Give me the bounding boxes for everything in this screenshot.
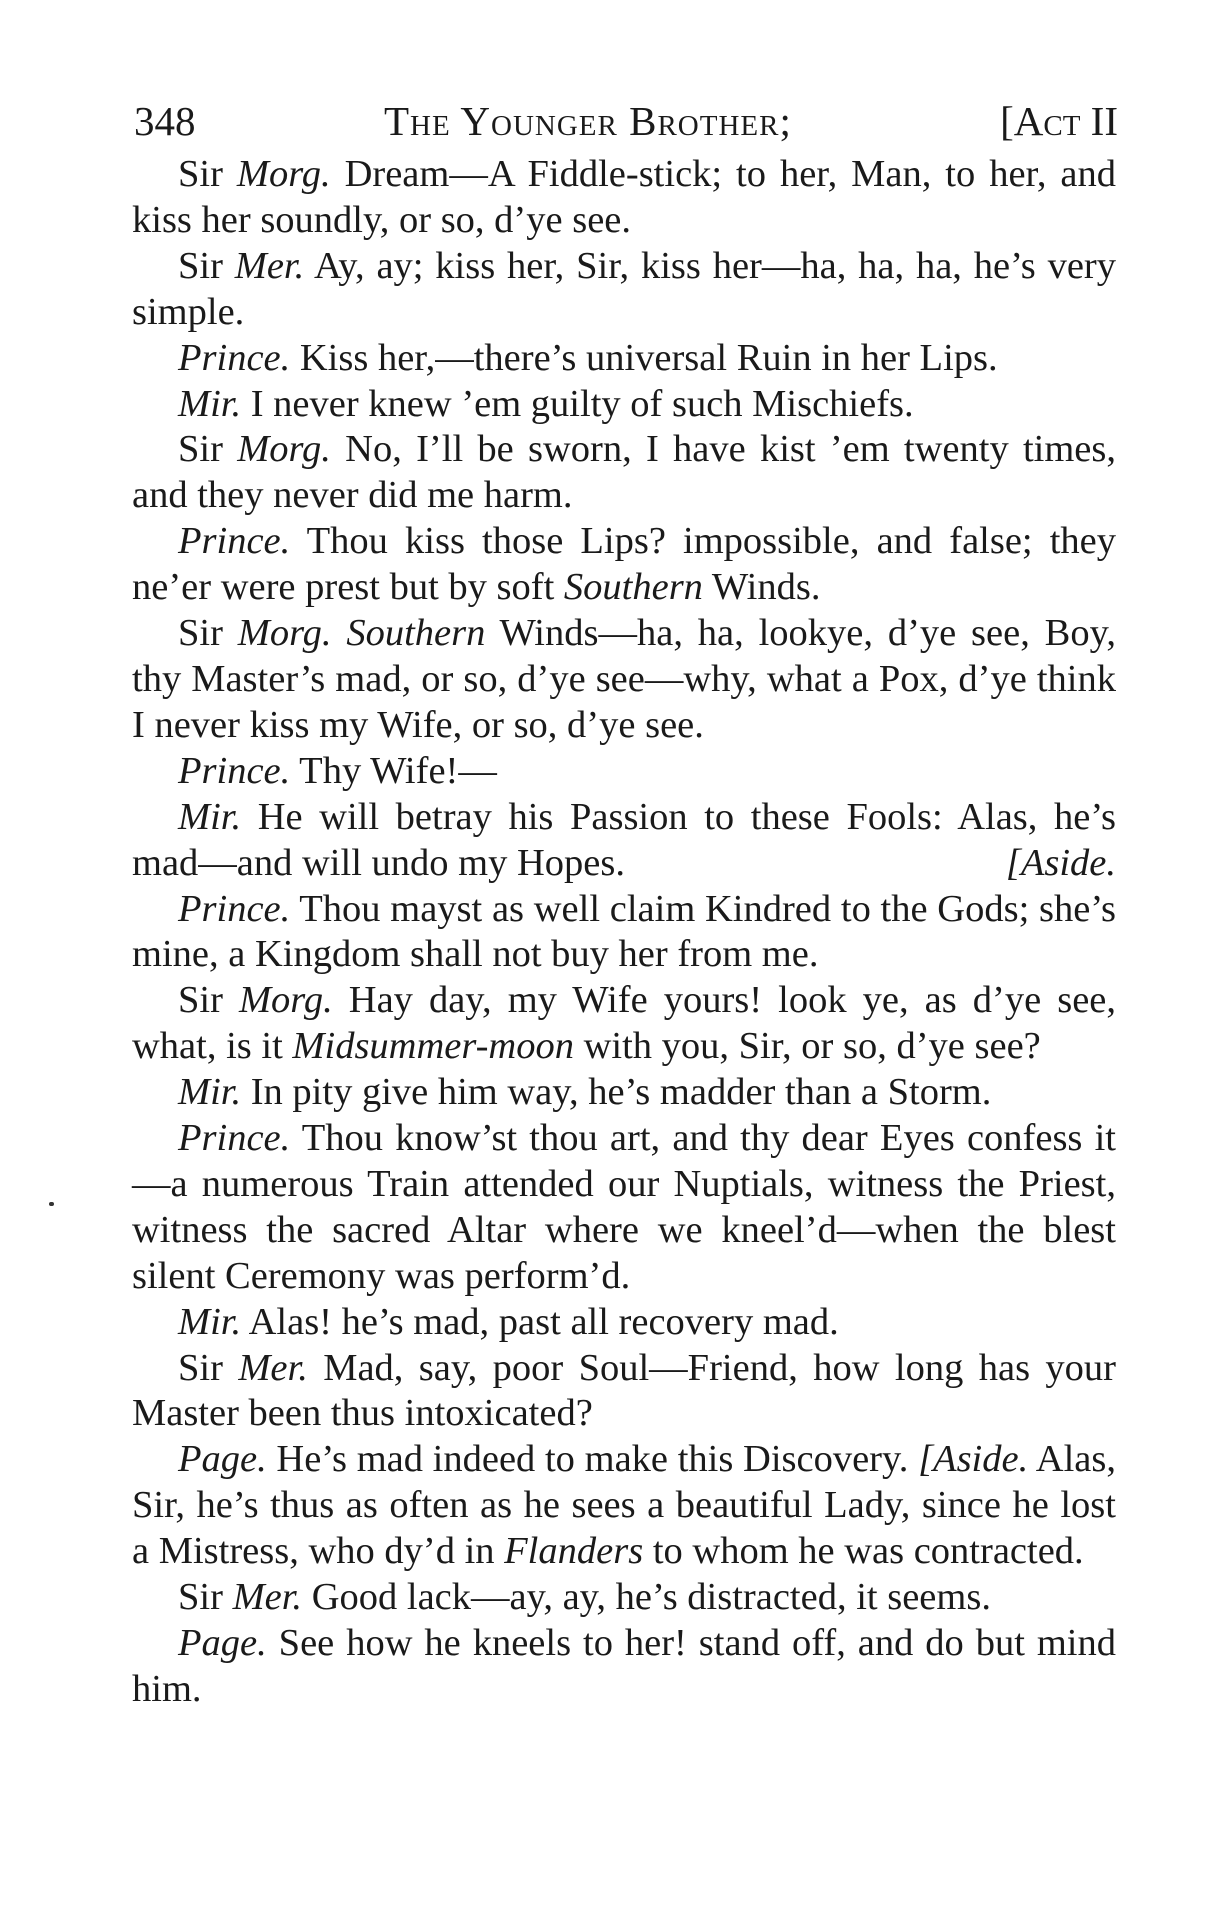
running-head: [134, 96, 1118, 146]
speaker-name: Mir.: [178, 382, 242, 425]
speech-16: [132, 1437, 1116, 1575]
speech-text: Winds—ha, ha, lookye, d’ye see, Boy, thy Master’s mad, or so, d’ye see—why, what a Pox, d’ye think I never kiss my Wife, or so, d’ye see.: [132, 612, 1116, 746]
speech-10: [132, 887, 1116, 979]
speech-text: Thy Wife!—: [290, 749, 497, 792]
page-number: 348: [134, 98, 196, 144]
speech-text-end: with you, Sir, or so, d’ye see?: [573, 1025, 1041, 1068]
speech-text: Alas! he’s mad, past all recovery mad.: [241, 1300, 839, 1343]
speech-text: He’s mad indeed to make this Discovery.: [266, 1438, 919, 1481]
running-title: The Younger Brother;: [384, 98, 792, 144]
speech-text-end: Winds.: [702, 566, 821, 609]
emphasis: Flanders: [504, 1530, 644, 1573]
speech-text: Thou mayst as well claim Kindred to the Gods; she’s mine, a Kingdom shall not buy her from me.: [132, 887, 1116, 976]
stage-direction: [Aside.: [918, 1438, 1029, 1481]
speaker-name: Morg.: [238, 979, 333, 1022]
speaker-name: Prince.: [178, 336, 291, 379]
speech-8: [132, 749, 1116, 795]
speech-17: [132, 1575, 1116, 1621]
speech-text: Kiss her,—there’s universal Ruin in her Lips.: [290, 336, 998, 379]
speech-1: [132, 152, 1116, 244]
speech-text: Dream—A Fiddle-stick; to her, Man, to her, and kiss her soundly, or so, d’ye see.: [132, 153, 1116, 241]
speech-text: See how he kneels to her! stand off, and do but mind him.: [132, 1622, 1116, 1710]
speaker-title: Sir: [178, 1346, 239, 1389]
speech-text: No, I’ll be sworn, I have kist ’em twenty times, and they never did me harm.: [132, 428, 1116, 517]
speech-text-cont: Alas, Sir, he’s thus as often as he sees a beautiful Lady, since he lost a Mistress, who dy’d in: [132, 1438, 1117, 1573]
speaker-name: Morg.: [237, 612, 332, 655]
speaker-name: Prince.: [178, 1117, 291, 1160]
speech-7: [132, 611, 1116, 749]
speech-11: [132, 978, 1116, 1070]
speech-text: I never knew ’em guilty of such Mischiefs.: [241, 382, 914, 425]
speaker-name: Prince.: [178, 749, 291, 792]
speech-text: He will betray his Passion to these Fools: Alas, he’s mad—and will undo my Hopes.: [132, 795, 1116, 884]
speech-12: [132, 1070, 1116, 1116]
margin-speck: [49, 1202, 54, 1206]
emphasis: Southern: [331, 612, 486, 655]
speaker-name: Prince.: [178, 520, 291, 563]
emphasis: Southern: [563, 566, 703, 609]
speech-text: Thou kiss those Lips? impossible, and false; they ne’er were prest but by soft: [132, 520, 1116, 609]
speech-text: Mad, say, poor Soul—Friend, how long has your Master been thus intoxicated?: [132, 1346, 1117, 1435]
speech-14: [132, 1300, 1116, 1346]
speech-4: [132, 382, 1116, 428]
speech-5: [132, 427, 1116, 519]
speaker-name: Mer.: [238, 1346, 308, 1389]
speech-text: In pity give him way, he’s madder than a Storm.: [241, 1071, 992, 1114]
speech-text: Good lack—ay, ay, he’s distracted, it seems.: [302, 1576, 991, 1619]
speaker-name: Mer.: [234, 244, 305, 287]
act-marker: [Act II: [1000, 98, 1118, 144]
speech-text-end: to whom he was contracted.: [643, 1530, 1084, 1573]
speaker-name: Prince.: [178, 887, 291, 930]
speech-text: Ay, ay; kiss her, Sir, kiss her—ha, ha, ha, he’s very simple.: [132, 244, 1116, 333]
speaker-name: Morg.: [237, 428, 331, 471]
speaker-name: Morg.: [236, 153, 331, 195]
speech-text: Thou know’st thou art, and thy dear Eyes confess it—a numerous Train attended our Nuptials, witness the Priest, witness the sacred Altar where we kneel’d—when the blest silent Ceremony was perform’d.: [132, 1117, 1116, 1297]
speaker-name: Mir.: [178, 1300, 242, 1343]
speaker-title: Sir: [178, 153, 237, 195]
stage-direction: [Aside.: [1005, 841, 1116, 884]
speech-13: [132, 1116, 1116, 1300]
speaker-name: Mir.: [178, 795, 242, 838]
speaker-title: Sir: [178, 1576, 233, 1619]
speaker-name: Page.: [178, 1622, 267, 1664]
speaker-name: Page.: [178, 1438, 267, 1481]
speech-6: [132, 519, 1116, 611]
speaker-name: Mer.: [232, 1576, 303, 1619]
speech-9: [132, 795, 1116, 887]
speaker-title: Sir: [178, 244, 235, 287]
speaker-title: Sir: [178, 979, 239, 1022]
play-text: [132, 152, 1116, 1713]
speech-3: [132, 336, 1116, 382]
speech-18: [132, 1621, 1116, 1713]
speech-text: Hay day, my Wife yours! look ye, as d’ye see, what, is it: [132, 979, 1116, 1068]
emphasis: Midsummer-moon: [292, 1025, 574, 1068]
speaker-title: Sir: [178, 612, 238, 655]
speech-2: [132, 244, 1116, 336]
speech-15: [132, 1346, 1116, 1438]
speaker-title: Sir: [178, 428, 238, 471]
speaker-name: Mir.: [178, 1071, 242, 1114]
